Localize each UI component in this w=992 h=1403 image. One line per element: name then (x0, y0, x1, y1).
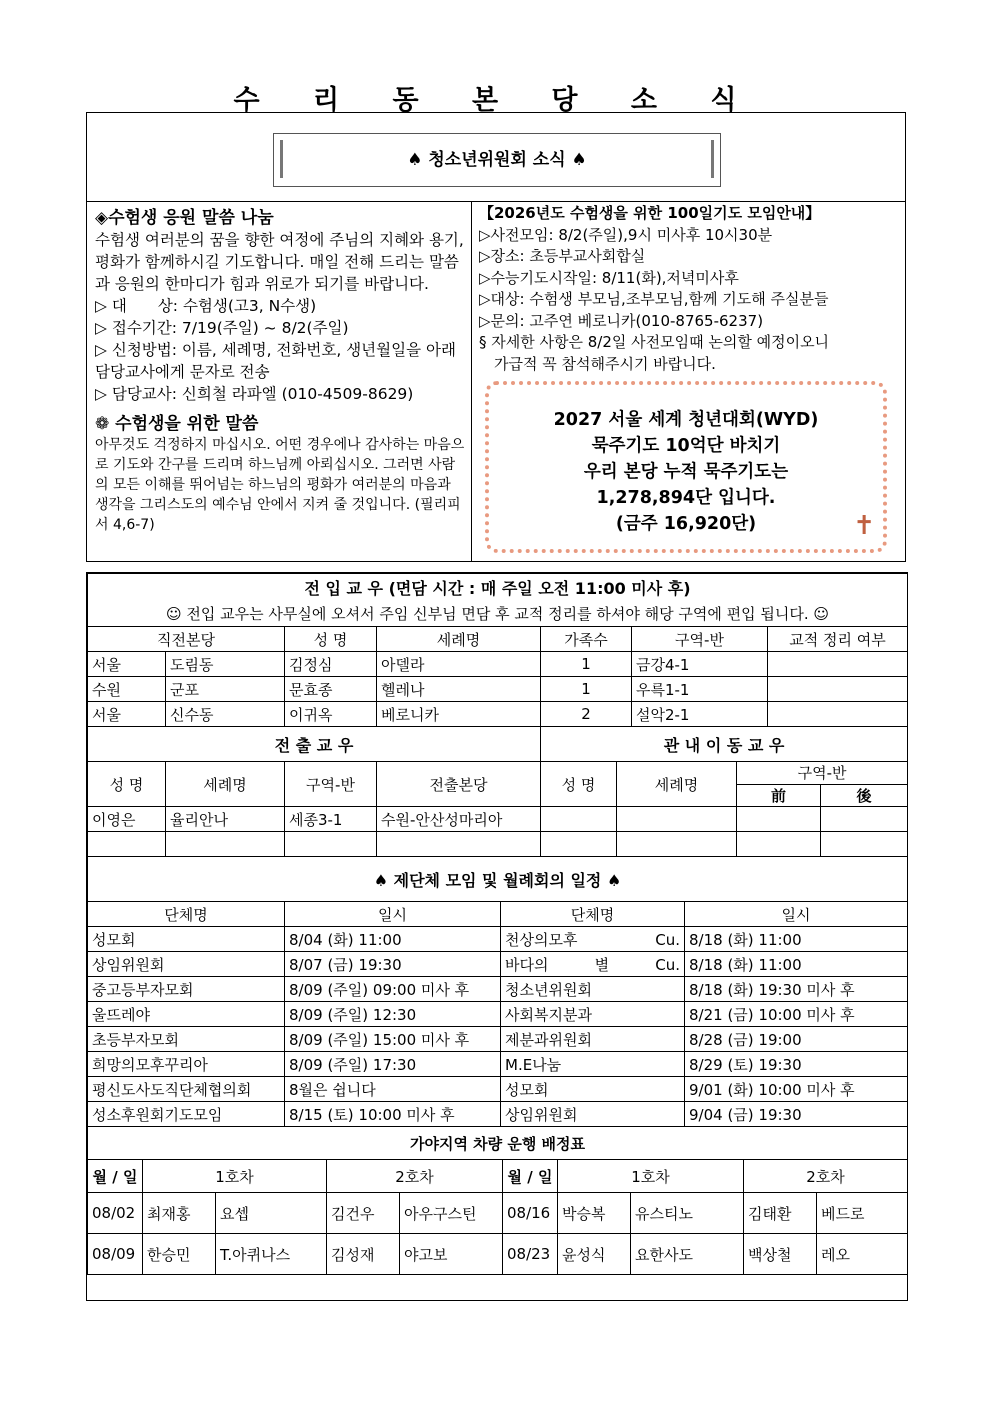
wyd-line: (금주 16,920단) (615, 514, 757, 534)
prayer-meeting-section (479, 203, 899, 375)
cell (166, 832, 285, 857)
table-row (88, 1027, 908, 1052)
cell: 8월은 쉽니다 (285, 1077, 501, 1102)
schedule-table (87, 856, 908, 1127)
cell: 세종3-1 (285, 807, 377, 832)
cell (768, 702, 908, 727)
cell: 8/09 (주일) 15:00 미사 후 (285, 1027, 501, 1052)
cell: 9/01 (화) 10:00 미사 후 (685, 1077, 908, 1102)
cell: 중고등부자모회 (88, 977, 285, 1002)
cell: 요셉 (216, 1193, 327, 1234)
cell: 박승복 (558, 1193, 631, 1234)
cell: 8/09 (주일) 12:30 (285, 1002, 501, 1027)
cell: 8/09 (주일) 09:00 미사 후 (285, 977, 501, 1002)
cell: 백상철 (744, 1234, 817, 1275)
column-header: 1호차 (143, 1160, 327, 1193)
cell: 성소후원회기도모임 (88, 1102, 285, 1127)
cell: 초등부자모회 (88, 1027, 285, 1052)
cell: 제분과위원회 (501, 1027, 685, 1052)
cell: 천상의모후 Cu. (501, 927, 685, 952)
cell: 신수동 (166, 702, 285, 727)
info-item: ▷문의: 고주연 베로니카(010-8765-6237) (479, 311, 764, 330)
cell: 베드로 (817, 1193, 908, 1234)
internal-move-heading: 관 내 이 동 교 우 (541, 727, 908, 762)
info-item: ▷수능기도시작일: 8/11(화),저녁미사후 (479, 268, 739, 287)
column-header: 직전본당 (88, 627, 285, 652)
column-header: 단체명 (88, 902, 285, 927)
column-header: 월 / 일 (88, 1160, 143, 1193)
banner-right-ornament (711, 140, 714, 178)
column-header: 세례명 (377, 627, 541, 652)
column-header: 일시 (285, 902, 501, 927)
cell: 최재홍 (143, 1193, 216, 1234)
column-header: 성 명 (541, 762, 617, 807)
cross-icon: ✝ (853, 511, 875, 541)
table-row (88, 1234, 908, 1275)
transfer-out-heading: 전 출 교 우 (88, 727, 541, 762)
cell (617, 807, 737, 832)
table-row (88, 1052, 908, 1077)
cell (541, 807, 617, 832)
vehicle-table (87, 1126, 908, 1275)
cell: 성모회 (501, 1077, 685, 1102)
wyd-line: 우리 본당 누적 묵주기도는 (583, 462, 789, 482)
cell: 김정심 (285, 652, 377, 677)
column-header: 前 (737, 784, 821, 807)
cell: 평신도사도직단체협의회 (88, 1077, 285, 1102)
column-header: 가족수 (541, 627, 632, 652)
cell: 이귀옥 (285, 702, 377, 727)
table-row (88, 702, 908, 727)
cell (285, 832, 377, 857)
cell: 상임위원회 (88, 952, 285, 977)
cell: 도림동 (166, 652, 285, 677)
transfer-in-table (87, 573, 908, 727)
cell: 청소년위원회 (501, 977, 685, 1002)
column-header: 세례명 (617, 762, 737, 807)
info-item: § 자세한 사항은 8/2일 사전모임때 논의할 예정이오니 (479, 333, 830, 351)
table-row (88, 1077, 908, 1102)
info-item: ▷대상: 수험생 부모님,조부모님,함께 기도해 주실분들 (479, 290, 829, 308)
column-header: 일시 (685, 902, 908, 927)
cell: 8/18 (화) 11:00 (685, 927, 908, 952)
cell: 8/09 (주일) 17:30 (285, 1052, 501, 1077)
cell: 아우구스틴 (400, 1193, 503, 1234)
table-row (88, 927, 908, 952)
cell: 김태환 (744, 1193, 817, 1234)
cell: 08/09 (88, 1234, 143, 1275)
cell (88, 832, 166, 857)
cell: 8/18 (화) 11:00 (685, 952, 908, 977)
cell (821, 807, 908, 832)
cell: 바다의 별 Cu. (501, 952, 685, 977)
cell: 1 (541, 677, 632, 702)
cell: 8/18 (화) 19:30 미사 후 (685, 977, 908, 1002)
cell: 윤성식 (558, 1234, 631, 1275)
table-row (88, 677, 908, 702)
transfer-in-notice: ☺ 전입 교우는 사무실에 오셔서 주임 신부님 면담 후 교적 정리를 하셔야 해당 구역에 편입 됩니다. ☺ (88, 600, 908, 627)
cell (377, 832, 541, 857)
cell: 아델라 (377, 652, 541, 677)
cell: 베로니카 (377, 702, 541, 727)
table-row (88, 977, 908, 1002)
table-row (88, 832, 908, 857)
cell: 수원-안산성마리아 (377, 807, 541, 832)
column-header: 전출본당 (377, 762, 541, 807)
cell: 레오 (817, 1234, 908, 1275)
cell: 8/29 (토) 19:30 (685, 1052, 908, 1077)
cell (737, 807, 821, 832)
cell: 08/16 (503, 1193, 558, 1234)
cell: 08/02 (88, 1193, 143, 1234)
column-header: 월 / 일 (503, 1160, 558, 1193)
cell: 김성재 (327, 1234, 400, 1275)
cell: 수원 (88, 677, 166, 702)
cell: M.E나눔 (501, 1052, 685, 1077)
transfer-out-and-move-table (87, 726, 908, 857)
exam-support-section (95, 207, 467, 535)
cell: 8/04 (화) 11:00 (285, 927, 501, 952)
cell (617, 832, 737, 857)
section-heading: 【2026년도 수험생을 위한 100일기도 모임안내】 (479, 204, 821, 222)
banner-text: ♠ 청소년위원회 소식 ♠ (407, 150, 587, 170)
column-header: 구역-반 (737, 762, 908, 785)
cell: 요한사도 (631, 1234, 744, 1275)
column-header: 성 명 (285, 627, 377, 652)
table-row (88, 1002, 908, 1027)
cell: 08/23 (503, 1234, 558, 1275)
column-header: 구역-반 (285, 762, 377, 807)
verse-heading: ❁ 수험생을 위한 말씀 (95, 414, 259, 434)
info-item: ▷ 대 상: 수험생(고3, N수생) (95, 297, 317, 315)
cell: T.아퀴나스 (216, 1234, 327, 1275)
cell: 9/04 (금) 19:30 (685, 1102, 908, 1127)
wyd-line: 2027 서울 세계 청년대회(WYD) (553, 410, 819, 430)
cell (541, 832, 617, 857)
column-header: 성 명 (88, 762, 166, 807)
wyd-line: 1,278,894단 입니다. (596, 488, 776, 508)
banner-left-ornament (280, 140, 283, 178)
youth-news-box (86, 112, 906, 562)
cell (737, 832, 821, 857)
cell: 야고보 (400, 1234, 503, 1275)
column-header: 後 (821, 784, 908, 807)
cell (821, 832, 908, 857)
info-item: ▷ 신청방법: 이름, 세례명, 전화번호, 생년월일을 아래 담당교사에게 문자로 전송 (95, 341, 456, 381)
cell: 설악2-1 (632, 702, 768, 727)
cell: 금강4-1 (632, 652, 768, 677)
table-row (88, 952, 908, 977)
wyd-line: 묵주기도 10억단 바치기 (591, 436, 781, 456)
cell (768, 677, 908, 702)
cell: 상임위원회 (501, 1102, 685, 1127)
cell: 8/15 (토) 10:00 미사 후 (285, 1102, 501, 1127)
section-heading: ◈수험생 응원 말씀 나눔 (95, 208, 274, 228)
cell (768, 652, 908, 677)
transfer-in-heading: 전 입 교 우 (면담 시간 : 매 주일 오전 11:00 미사 후) (88, 574, 908, 601)
column-header: 2호차 (744, 1160, 908, 1193)
wyd-rosary-box (485, 381, 887, 553)
column-header: 교적 정리 여부 (768, 627, 908, 652)
cell: 사회복지분과 (501, 1002, 685, 1027)
intro-text: 수험생 여러분의 꿈을 향한 여정에 주님의 지혜와 용기, 평화가 함께하시길 기도합니다. 매일 전해 드리는 말씀과 응원의 한마디가 힘과 위로가 되기를 바랍니다. (95, 231, 464, 293)
parish-tables-box (86, 572, 908, 1301)
table-row (88, 807, 908, 832)
divider (87, 201, 905, 202)
info-item: ▷장소: 초등부교사회합실 (479, 247, 646, 265)
column-header: 구역-반 (632, 627, 768, 652)
info-item: ▷ 담당교사: 신희철 라파엘 (010-4509-8629) (95, 385, 414, 403)
cell: 8/21 (금) 10:00 미사 후 (685, 1002, 908, 1027)
cell: 우륵1-1 (632, 677, 768, 702)
divider (471, 201, 472, 561)
cell: 김건우 (327, 1193, 400, 1234)
cell: 8/07 (금) 19:30 (285, 952, 501, 977)
table-row (88, 652, 908, 677)
cell: 서울 (88, 702, 166, 727)
info-item: ▷ 접수기간: 7/19(주일) ~ 8/2(주일) (95, 319, 349, 337)
info-item: 가급적 꼭 참석해주시기 바랍니다. (479, 354, 716, 373)
cell: 이영은 (88, 807, 166, 832)
cell: 1 (541, 652, 632, 677)
youth-committee-banner (273, 133, 721, 187)
column-header: 세례명 (166, 762, 285, 807)
schedule-heading: ♠ 제단체 모임 및 월례회의 일정 ♠ (88, 857, 908, 902)
cell: 2 (541, 702, 632, 727)
cell: 서울 (88, 652, 166, 677)
cell: 율리안나 (166, 807, 285, 832)
verse-text: 아무것도 걱정하지 마십시오. 어떤 경우에나 감사하는 마음으로 기도와 간구를 드리며 하느님께 아뢰십시오. 그러면 사람의 모든 이해를 뛰어넘는 하느님의 평화가 여러분의 마음과 생각을 그리스도의 예수님 안에서 지켜 줄 것입니다. (필리피서 4,6-7) (95, 437, 465, 533)
column-header: 2호차 (327, 1160, 503, 1193)
cell: 유스티노 (631, 1193, 744, 1234)
column-header: 1호차 (558, 1160, 744, 1193)
table-row (88, 1193, 908, 1234)
vehicle-heading: 가야지역 차량 운행 배정표 (88, 1127, 908, 1160)
cell: 문효종 (285, 677, 377, 702)
info-item: ▷사전모임: 8/2(주일),9시 미사후 10시30분 (479, 225, 773, 244)
column-header: 단체명 (501, 902, 685, 927)
table-row (88, 1102, 908, 1127)
cell: 희망의모후꾸리아 (88, 1052, 285, 1077)
cell: 성모회 (88, 927, 285, 952)
cell: 한승민 (143, 1234, 216, 1275)
cell: 군포 (166, 677, 285, 702)
cell: 헬레나 (377, 677, 541, 702)
page-title: 수 리 동 본 당 소 식 (233, 85, 759, 116)
cell: 8/28 (금) 19:00 (685, 1027, 908, 1052)
cell: 울뜨레야 (88, 1002, 285, 1027)
